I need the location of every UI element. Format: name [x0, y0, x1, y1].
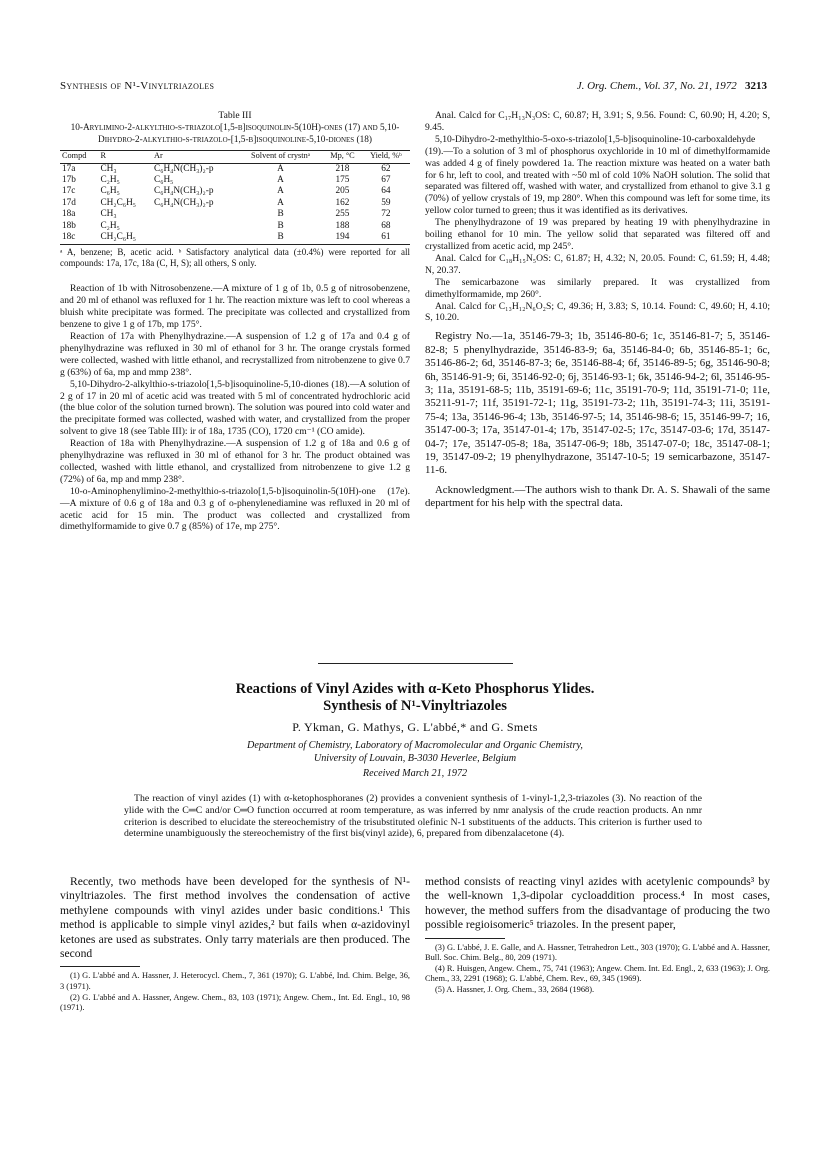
table-cell: [152, 221, 238, 232]
experimental-paragraph: 5,10-Dihydro-2-methylthio-5-oxo-s-triazolo[1,5-b]isoquinoline-10-carboxaldehyde (19).—To a solution of 3 ml of phosphorus oxychloride in 10 ml of dimethylformamide was added 4 g of finely powdered 1a. The reaction mixture was heated on a water bath for 6 hr, left to cool, and treated with ~50 ml of cold 10% NaOH solution. The solid that separated was filtered off, washed with water, and crystallized from ethanol to give 3.1 g (70%) of yellow crystals of 19, mp 280°. When this compound was left for some time, its yellow color turned to green; thus it was identified as its derivatives.: [425, 133, 770, 217]
experimental-paragraph: Reaction of 18a with Phenylhydrazine.—A suspension of 1.2 g of 18a and 0.6 g of phenylhydrazine was refluxed in 30 ml of ethanol for 3 hr. The product obtained was collected, washed with little ethanol, and crystallized from nitrobenzene to give 1.2 g (72%) of 6a, mp and mmp 238°.: [60, 438, 410, 485]
table-header-cell: Compd: [60, 151, 98, 164]
table-cell: C₂H₅: [100, 220, 120, 231]
experimental-paragraph: Anal. Calcd for C₁₈H₁₅N₅OS: C, 61.87; H, 4.32; N, 20.05. Found: C, 61.59; H, 4.48; N, 20.37.: [425, 252, 770, 276]
table-cell: CH₃: [100, 209, 117, 220]
article-divider: [318, 663, 513, 664]
page-number: 3213: [745, 80, 767, 92]
table-cell: 17d: [62, 197, 76, 208]
table-cell: C₆H₅: [154, 174, 174, 185]
table-cell: CH₃: [100, 163, 117, 174]
table-cell: [152, 232, 238, 245]
table-cell: 17c: [62, 186, 76, 197]
running-head-title: Synthesis of N¹-Vinyltriazoles: [60, 80, 215, 92]
table-header-row: [60, 151, 410, 164]
table-cell: 64: [381, 186, 391, 197]
article-title: [60, 681, 770, 715]
article-title-line: Synthesis of N¹-Vinyltriazoles: [323, 698, 507, 714]
experimental-paragraph: Anal. Calcd for C₁₇H₁₃N₃OS: C, 60.87; H, 3.91; S, 9.56. Found: C, 60.90; H, 4.20; S, 9.45.: [425, 110, 770, 133]
table-cell: C₆H₅: [100, 186, 120, 197]
footnote: (4) R. Huisgen, Angew. Chem., 75, 741 (1963); Angew. Chem. Int. Ed. Engl., 2, 633 (1963); J. Org. Chem., 33, 2291 (1968); G. L'abbé, Chem. Rev., 69, 345 (1969).: [425, 963, 770, 984]
table-cell: A: [277, 174, 284, 185]
table-cell: C₂H₅: [100, 174, 120, 185]
table-cell: C₆H₄N(CH₃)₂-p: [154, 186, 214, 197]
table-cell: 18c: [60, 232, 98, 245]
footnote: (2) G. L'abbé and A. Hassner, Angew. Chem., 83, 103 (1971); Angew. Chem., Int. Ed. Engl., 10, 98 (1971).: [60, 992, 410, 1013]
table-cell: C₆H₄N(CH₃)₂-p: [154, 163, 214, 174]
table-cell: 67: [381, 174, 391, 185]
table-title: Table III: [218, 110, 252, 121]
footnote: (5) A. Hassner, J. Org. Chem., 33, 2684 (1968).: [435, 985, 595, 994]
left-column: [60, 110, 410, 533]
affiliation-line: Department of Chemistry, Laboratory of Macromolecular and Organic Chemistry,: [247, 740, 583, 751]
affiliation: [60, 740, 770, 765]
table-cell: 162: [335, 197, 350, 208]
table-row: [60, 175, 410, 186]
experimental-paragraph: Reaction of 1b with Nitrosobenzene.—A mixture of 1 g of 1b, 0.5 g of nitrosobenzene, and 20 ml of ethanol was refluxed for 1 hr. The reaction mixture was left to cool whereas a bluish white precipitate was formed. The precipitate was collected and crystallized from benzene to give 1 g of 17b, mp 175°.: [60, 283, 410, 331]
body-paragraph: Recently, two methods have been developed for the synthesis of N¹-vinyltriazoles. The first method involves the condensation of active methylene compounds with vinyl azides under basic conditions.¹ This method is applicable to simple vinyl azides,² but fails when α-azidovinyl ketones are used as substrates. Only tarry materials are then produced. The second: [60, 875, 410, 961]
footnote-rule: [60, 966, 140, 967]
experimental-paragraph: The semicarbazone was similarly prepared. It was crystallized from dimethylformamide, mp 260°.: [425, 276, 770, 300]
affiliation-line: University of Louvain, B-3030 Heverlee, Belgium: [313, 752, 517, 764]
table-cell: 61: [362, 232, 410, 245]
table-cell: 72: [381, 209, 391, 220]
table-cell: CH₂C₆H₅: [98, 232, 152, 245]
acknowledgment: Acknowledgment.—The authors wish to thank Dr. A. S. Shawali of the same department for his help with the spectral data.: [425, 483, 770, 510]
footnote-rule: [425, 938, 505, 939]
table-row: [60, 209, 410, 220]
table-cell: 175: [335, 174, 350, 185]
running-head: [60, 80, 767, 96]
experimental-paragraph: 10-o-Aminophenylimino-2-methylthio-s-triazolo[1,5-b]isoquinolin-5(10H)-one (17e).—A mixture of 0.6 g of 18a and 0.3 g of o-phenylenediamine was refluxed in 20 ml of acetic acid for 15 min. The product was collected and crystallized from dimethylformamide to give 0.7 g (85%) of 17e, mp 275°.: [60, 485, 410, 533]
table-cell: 18b: [62, 220, 76, 231]
table-cell: 18a: [62, 209, 76, 220]
experimental-paragraph: 5,10-Dihydro-2-alkylthio-s-triazolo[1,5-b]isoquinoline-5,10-diones (18).—A solution of 2 g of 17 in 20 ml of acetic acid was treated with 5 ml of concentrated hydrochloric acid (the blue color of the solution turned brown). The solution was poured into cold water and the precipitate formed was collected, washed with water, and crystallized from the proper solvent to give 18 (see Table III): ir of 18a, 1735 (CO), 1720 cm⁻¹ (CO amide).: [60, 378, 410, 438]
running-head-journal: [577, 80, 767, 92]
table-cell: 17b: [62, 174, 76, 185]
table-cell: 205: [335, 186, 350, 197]
table-row: [60, 163, 410, 175]
journal-citation: J. Org. Chem., Vol. 37, No. 21, 1972: [576, 80, 737, 92]
article-title-line: Reactions of Vinyl Azides with α-Keto Phosphorus Ylides.: [235, 681, 595, 697]
footnote: (1) G. L'abbé and A. Hassner, J. Heterocycl. Chem., 7, 361 (1970); G. L'abbé, Ind. Chim. Belge, 36, 3 (1971).: [60, 971, 410, 992]
body-right-column: [425, 875, 770, 996]
table-cell: 68: [381, 220, 391, 231]
table-footnote: ᵃ A, benzene; B, acetic acid. ᵇ Satisfactory analytical data (±0.4%) were reported for all compounds: 17a, 17c, 18a (C, H, S); all others, S only.: [60, 247, 410, 269]
table-cell: 17a: [62, 163, 76, 174]
body-left-column: [60, 875, 410, 1014]
authors: P. Ykman, G. Mathys, G. L'abbé,* and G. Smets: [292, 720, 538, 734]
table-cell: B: [277, 220, 284, 231]
table-cell: 255: [335, 209, 350, 220]
registry-numbers: Registry No.—1a, 35146-79-3; 1b, 35146-80-6; 1c, 35146-81-7; 5, 35146-82-8; 5 phenylhydrazide, 35146-83-9; 6a, 35146-84-0; 6b, 35146-85-1; 6c, 35146-86-2; 6d, 35146-87-3; 6e, 35146-88-4; 6f, 35146-89-5; 6g, 35146-90-8; 6h, 35146-91-9; 6i, 35146-92-0; 6j, 35146-93-1; 6k, 35146-94-2; 6l, 35146-95-3; 11a, 35191-68-5; 11b, 35191-69-6; 11c, 35191-70-9; 11d, 35191-71-0; 11e, 35211-91-7; 11f, 35191-72-1; 11g, 35191-73-2; 11h, 35191-74-3; 11i, 35191-75-4; 13a, 35146-96-4; 13b, 35146-97-5; 14, 35146-98-6; 15, 35146-99-7; 16, 35147-00-3; 17a, 35147-01-4; 17b, 35147-02-5; 17c, 35147-03-6; 17d, 35147-04-7; 17e, 35147-05-8; 18a, 35147-06-9; 18b, 35147-07-0; 18c, 35147-08-1; 19, 35147-09-2; 19 phenylhydrazone, 35147-10-5; 19 semicarbazone, 35147-11-6.: [425, 330, 770, 477]
right-column: [425, 110, 770, 511]
table-cell: 194: [323, 232, 362, 245]
table-cell: 218: [335, 163, 350, 174]
table-row: [60, 198, 410, 209]
table-cell: B: [238, 232, 323, 245]
table-cell: A: [277, 163, 284, 174]
table-header-cell: R: [98, 151, 152, 164]
table-header-cell: Ar: [152, 151, 238, 164]
table-iii: [60, 150, 410, 245]
footnote: (3) G. L'abbé, J. E. Galle, and A. Hassner, Tetrahedron Lett., 303 (1970); G. L'abbé and A. Hassner, Bull. Soc. Chim. Belg., 80, 209 (1971).: [425, 942, 770, 963]
experimental-paragraph: The phenylhydrazone of 19 was prepared by heating 19 with phenylhydrazine in boiling ethanol for 10 min. The yellow solid that separated was filtered off and crystallized from acetic acid, mp 245°.: [425, 217, 770, 252]
table-cell: A: [277, 186, 284, 197]
experimental-paragraph: Anal. Calcd for C₁₃H₁₂N₆O₂S; C, 49.36; H, 3.83; S, 10.14. Found: C, 49.60; H, 4.10; S, 10.20.: [425, 300, 770, 324]
table-row: [60, 232, 410, 245]
table-cell: 59: [381, 197, 391, 208]
table-header-cell: Solvent of crystnᵃ: [238, 151, 323, 164]
table-cell: [152, 209, 238, 220]
table-row: [60, 186, 410, 197]
body-paragraph: method consists of reacting vinyl azides with acetylenic compounds³ by the well-known 1,3-dipolar cycloaddition process.⁴ In most cases, however, the method suffers from the disadvantage of producing the two possible regioisomeric⁵ triazoles. In the present paper,: [425, 875, 770, 932]
table-cell: CH₂C₆H₅: [100, 197, 137, 208]
abstract: The reaction of vinyl azides (1) with α-ketophosphoranes (2) provides a convenient synthesis of 1-vinyl-1,2,3-triazoles (3). No reaction of the ylide with the C═C and/or C═O function occurred at room temperature, as was inferred by nmr analysis of the crude reaction products. An nmr criterion is described to elucidate the stereochemistry of the trisubstituted olefinic N-1 substituents of the adducts. This criterion is further used to determine unambiguously the stereochemistry of the first bis(vinyl azide), 6, prepared from dibenzalacetone (4).: [124, 793, 702, 840]
table-cell: B: [277, 209, 284, 220]
table-cell: A: [277, 197, 284, 208]
table-header-cell: Mp, °C: [323, 151, 362, 164]
received-date: Received March 21, 1972: [362, 768, 468, 779]
table-caption: 10-Arylimino-2-alkylthio-s-triazolo[1,5-b]isoquinolin-5(10H)-ones (17) and 5,10-Dihydro-2-alkylthio-s-triazolo-[1,5-b]isoquinoline-5,10-diones (18): [70, 123, 400, 145]
table-row: [60, 221, 410, 232]
table-cell: 62: [381, 163, 391, 174]
table-cell: 188: [335, 220, 350, 231]
table-cell: C₆H₄N(CH₃)₂-p: [154, 197, 214, 208]
experimental-paragraph: Reaction of 17a with Phenylhydrazine.—A suspension of 1.2 g of 17a and 0.4 g of phenylhydrazine was refluxed in 30 ml of ethanol for 3 hr. The orange crystals formed were collected, washed with little ethanol, and recrystallized from nitrobenzene to give 0.7 g (63%) of 6a, mp and mmp 238°.: [60, 330, 410, 378]
table-header-cell: Yield, %ᵇ: [362, 151, 410, 164]
